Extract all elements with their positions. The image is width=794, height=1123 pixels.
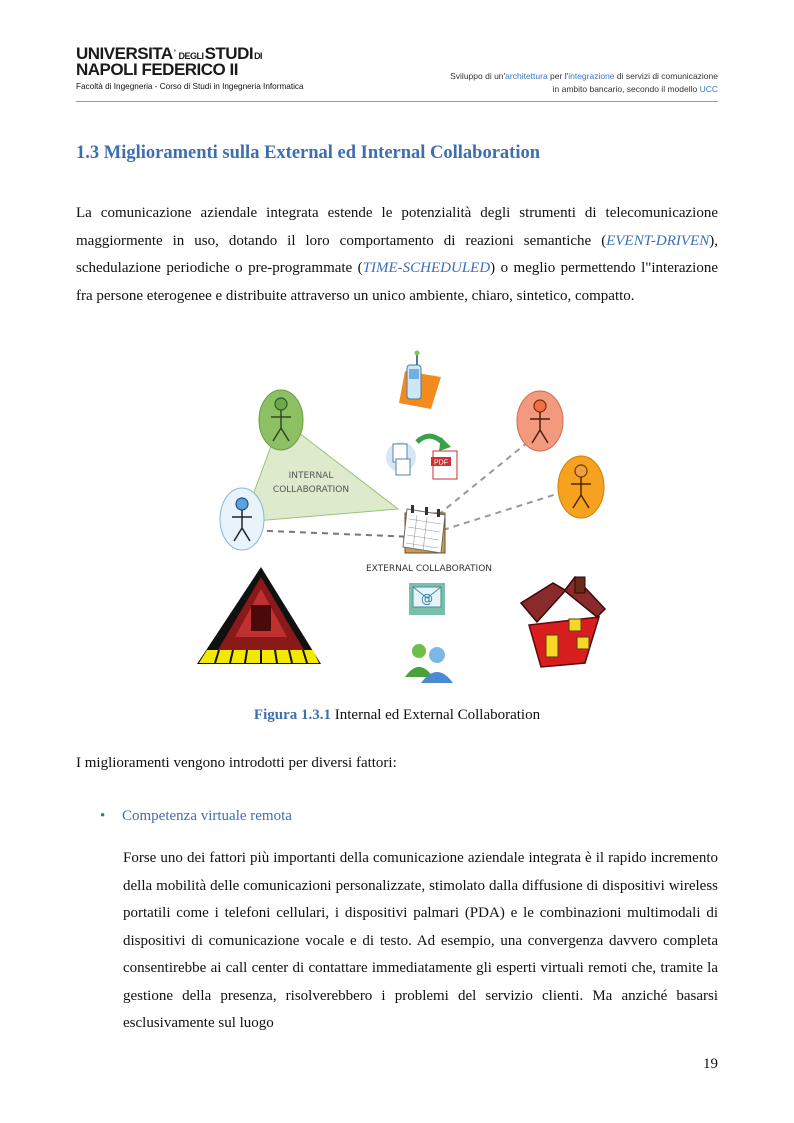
header-highlight: architettura: [505, 71, 548, 81]
logo-napoli: NAPOLI FEDERICO II: [76, 60, 238, 79]
section-title: 1.3 Miglioramenti sulla External ed Internal Collaboration: [76, 143, 541, 163]
pdf-label: PDF: [434, 459, 448, 467]
body-paragraph: Forse uno dei fattori più importanti della comunicazione aziendale integrata è il rapido incremento della mobilità delle comunicazioni personalizzate, stimolato dalla diffusione di dispositivi wireless portatili come i telefoni cellulari, i dispositivi palmari (PDA) e le combinazioni multimodali di dispositivi di comunicazione vocale e di testo. Ad esempio, una convergenza davvero completa consentirebbe ai call center di contattare immediatamente gli esperti virtuali remoti che, tramite la gestione della presenza, risolverebbero i problemi del servizio clienti. Ma anziché basarsi esclusivamente sul luogo: [123, 850, 718, 1031]
collaboration-figure: [193, 347, 613, 692]
intro-text: ), schedulazione periodiche o pre-programmate (: [76, 232, 718, 276]
internal-label-line-1: INTERNAL: [288, 471, 334, 481]
intro-text: La comunicazione aziendale integrata estende le potenzialità degli strumenti di telecomunicazione maggiormente in uso, dotando il loro comportamento di reazioni semantiche (: [76, 205, 718, 249]
thesis-title-line-2: [450, 83, 718, 96]
caption-text: Internal ed External Collaboration: [331, 707, 541, 723]
person-yellow-icon: [558, 456, 604, 518]
logo-di: DI: [254, 51, 263, 61]
svg-text:@: @: [421, 592, 433, 606]
connection-line: [245, 530, 415, 537]
page-number: 19: [703, 1056, 718, 1072]
improvements-intro: I miglioramenti vengono introdotti per diversi fattori:: [76, 755, 397, 771]
internal-label-line-2: COLLABORATION: [272, 485, 350, 495]
thesis-title: [450, 70, 718, 96]
logo-universita: UNIVERSITA: [76, 44, 173, 63]
event-driven-term: EVENT-DRIVEN: [606, 232, 710, 249]
person-green-icon: [259, 390, 303, 450]
header-text: in ambito bancario, secondo il modello: [552, 84, 700, 94]
logo-line-2: [76, 60, 304, 80]
messenger-users-icon: [405, 644, 453, 683]
email-icon: [409, 583, 445, 615]
bullet-text: Competenza virtuale remota: [122, 808, 292, 824]
figure-caption: [0, 707, 794, 724]
header-text: Sviluppo di un': [450, 71, 506, 81]
logo-mark-icon: ʾ: [172, 47, 177, 62]
intro-text: ) o meglio permettendo l"interazione fra persone eterogenee e distribuite attraverso un unico ambiente, chiaro, sintetico, compatto.: [76, 260, 719, 304]
header-text: per l': [547, 71, 569, 81]
connection-line: [443, 492, 563, 530]
header-highlight: integrazione: [568, 71, 615, 81]
documents-to-pdf-icon: [386, 436, 457, 479]
faculty-name: Facoltà di Ingegneria - Corso di Studi in Ingegneria Informatica: [76, 82, 304, 91]
house-icon: [521, 577, 605, 667]
calendar-icon: [403, 505, 445, 553]
caption-label: Figura 1.3.1: [253, 707, 331, 723]
building-icon: [197, 567, 321, 664]
mobile-phone-icon: [399, 351, 441, 410]
university-logo: [76, 44, 304, 91]
header-highlight: UCC: [699, 84, 718, 94]
logo-degli: DEGLI: [178, 51, 204, 61]
external-label: EXTERNAL COLLABORATION: [365, 564, 493, 574]
header-text: di servizi di comunicazione: [614, 71, 718, 81]
logo-studi: STUDI: [204, 44, 254, 63]
bullet-item: [100, 808, 292, 825]
person-orange-icon: [517, 391, 563, 451]
intro-paragraph: [76, 200, 718, 310]
time-scheduled-term: TIME-SCHEDULED: [362, 260, 491, 276]
page-header: [76, 44, 718, 102]
thesis-title-line-1: [450, 70, 718, 83]
person-blue-icon: [220, 488, 264, 550]
bullet-dot-icon: •: [100, 808, 106, 824]
